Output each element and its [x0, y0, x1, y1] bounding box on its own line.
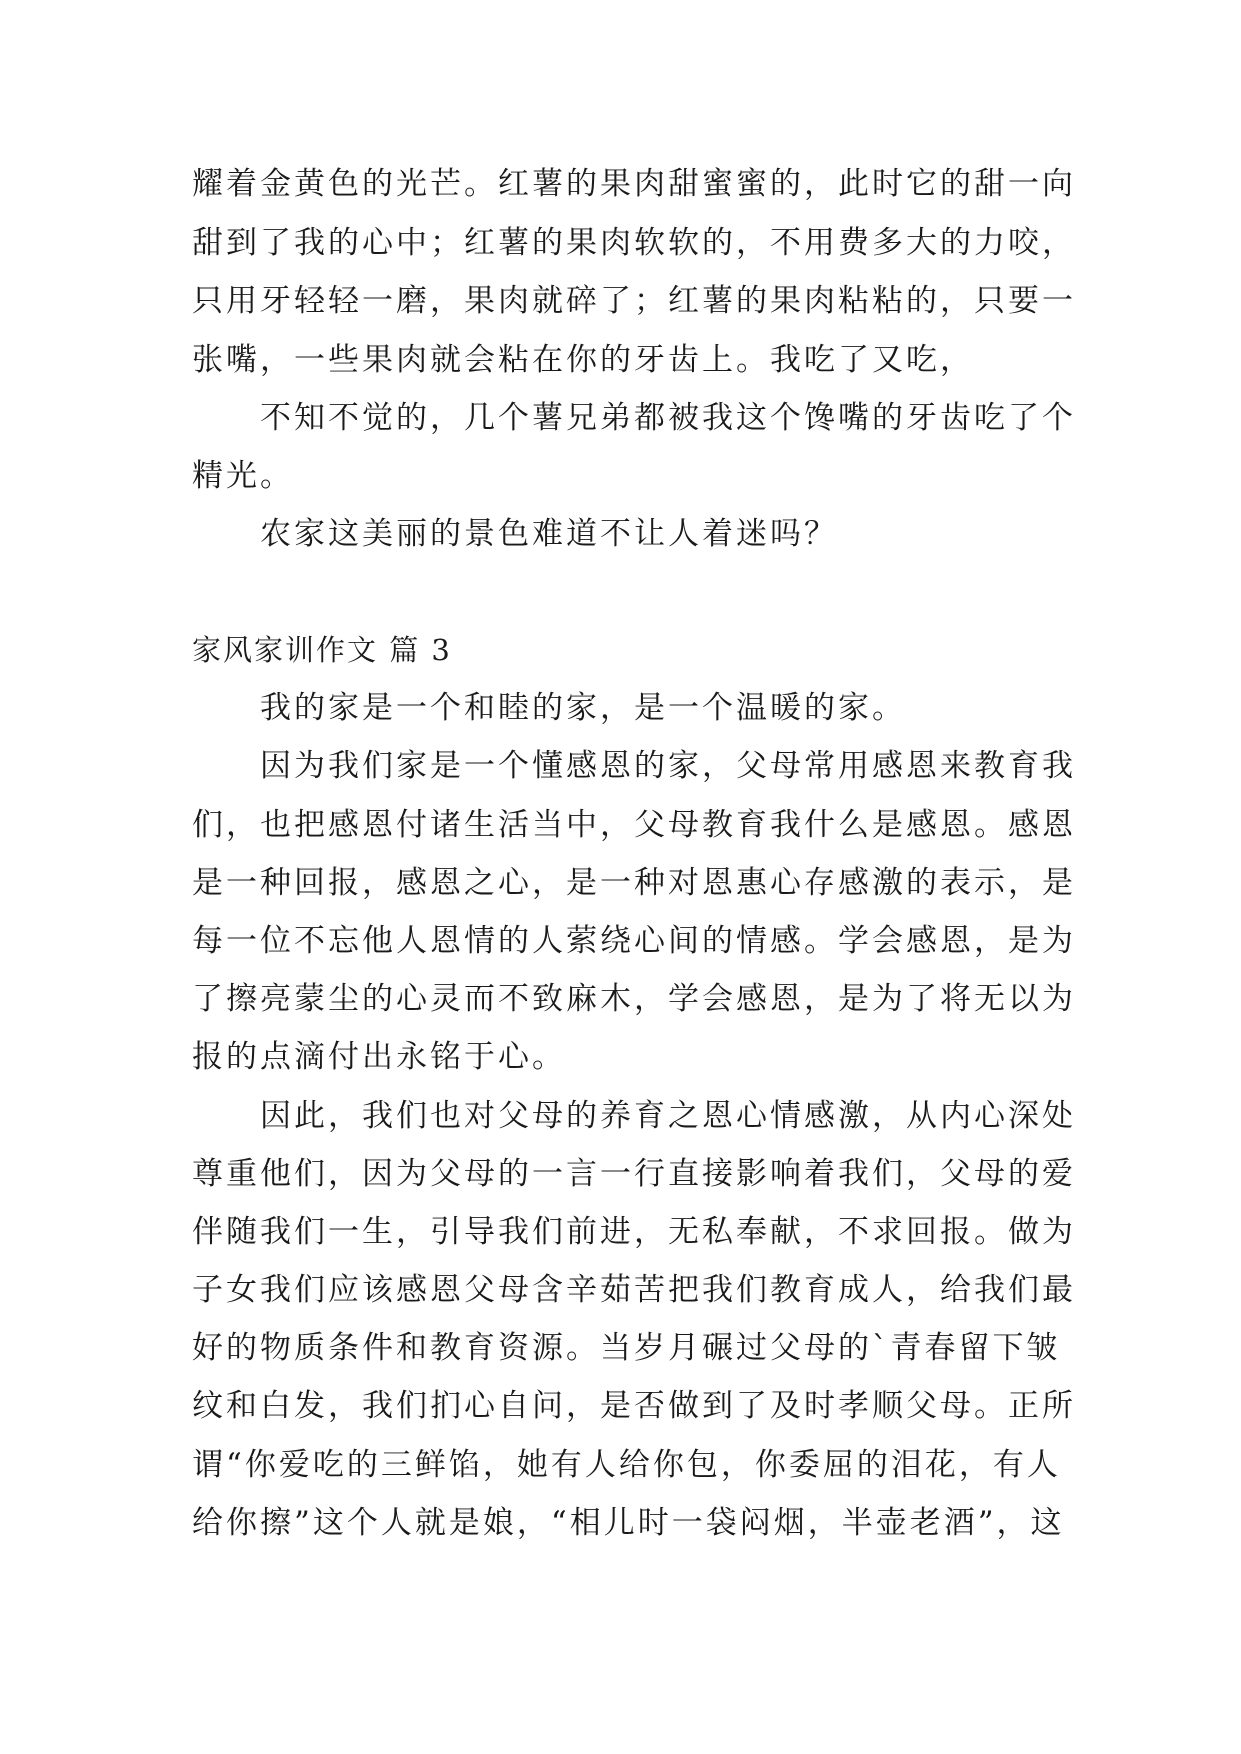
text-line: 精光。	[192, 458, 294, 494]
text-line: 不知不觉的，几个薯兄弟都被我这个馋嘴的牙齿吃了个	[192, 400, 1076, 436]
text-line: 每一位不忘他人恩情的人萦绕心间的情感。学会感恩，是为	[192, 923, 1076, 959]
text-line: 因此，我们也对父母的养育之恩心情感激，从内心深处	[192, 1098, 1076, 1134]
text-line: 只用牙轻轻一磨，果肉就碎了；红薯的果肉粘粘的，只要一	[192, 283, 1076, 319]
text-line: 因为我们家是一个懂感恩的家，父母常用感恩来教育我	[192, 748, 1076, 784]
text-line: 伴随我们一生，引导我们前进，无私奉献，不求回报。做为	[192, 1214, 1076, 1250]
text-line: 谓“你爱吃的三鲜馅，她有人给你包，你委屈的泪花，有人	[192, 1447, 1061, 1483]
text-line: 农家这美丽的景色难道不让人着迷吗？	[192, 516, 838, 552]
text-line: 是一种回报，感恩之心，是一种对恩惠心存感激的表示，是	[192, 865, 1076, 901]
text-line: 纹和白发，我们扪心自问，是否做到了及时孝顺父母。正所	[192, 1388, 1076, 1424]
section-heading: 家风家训作文 篇 3	[192, 633, 452, 667]
text-line: 甜到了我的心中；红薯的果肉软软的，不用费多大的力咬，	[192, 225, 1076, 261]
text-line: 耀着金黄色的光芒。红薯的果肉甜蜜蜜的，此时它的甜一向	[192, 166, 1076, 202]
text-line: 尊重他们，因为父母的一言一行直接影响着我们，父母的爱	[192, 1156, 1076, 1192]
text-line: 报的点滴付出永铭于心。	[192, 1039, 566, 1075]
text-line: 们，也把感恩付诸生活当中，父母教育我什么是感恩。感恩	[192, 807, 1076, 843]
text-line: 了擦亮蒙尘的心灵而不致麻木，学会感恩，是为了将无以为	[192, 981, 1076, 1017]
text-line: 好的物质条件和教育资源。当岁月碾过父母的`青春留下皱	[192, 1330, 1061, 1366]
text-line: 子女我们应该感恩父母含辛茹苦把我们教育成人，给我们最	[192, 1272, 1076, 1308]
text-line: 张嘴，一些果肉就会粘在你的牙齿上。我吃了又吃，	[192, 342, 974, 378]
text-line: 给你擦”这个人就是娘，“相儿时一袋闷烟，半壶老酒”，这	[192, 1505, 1065, 1541]
text-line: 我的家是一个和睦的家，是一个温暖的家。	[192, 690, 906, 726]
